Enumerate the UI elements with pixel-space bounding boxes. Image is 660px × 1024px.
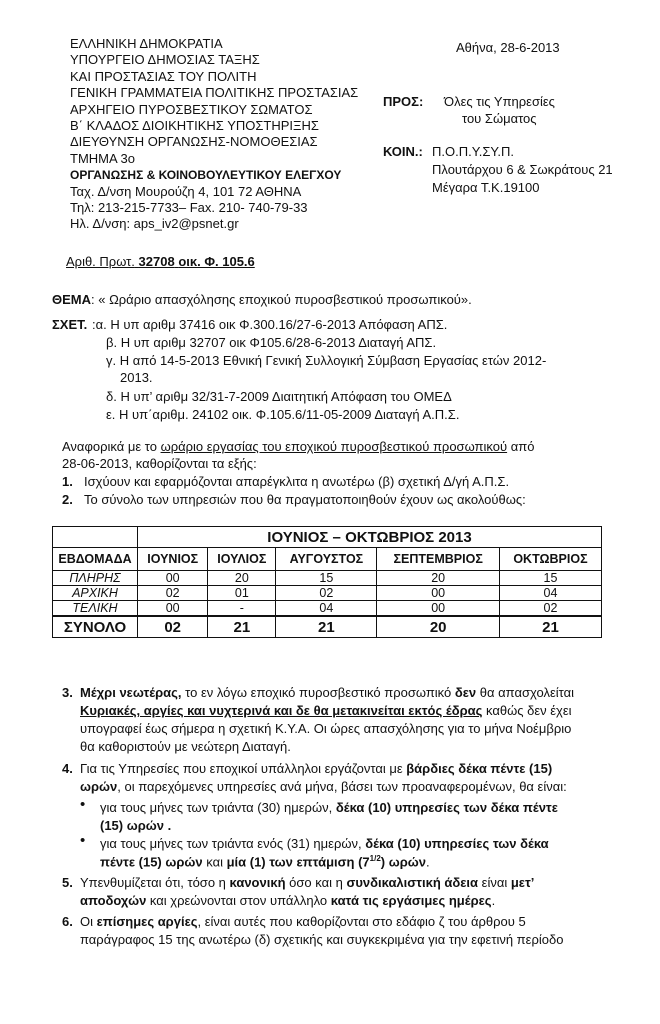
emphasis: αποδοχών (80, 893, 147, 908)
text: Για τις Υπηρεσίες που εποχικοί υπάλληλοι εργάζονται με (80, 761, 407, 776)
text: όσο και η (285, 875, 347, 890)
point-number: 1. (62, 474, 73, 489)
intro-text: Αναφορικά με το (62, 439, 161, 454)
month-header: ΣΕΠΤΕΜΒΡΙΟΣ (377, 548, 499, 571)
intro-paragraph (62, 439, 534, 454)
emphasis: ωρών (80, 779, 118, 794)
subject-line (52, 292, 472, 307)
letterhead-line: Β΄ ΚΛΑΔΟΣ ΔΙΟΙΚΗΤΙΚΗΣ ΥΠΟΣΤΗΡΙΞΗΣ (70, 118, 319, 134)
bullet-line: (15) ωρών . (100, 818, 172, 833)
emphasis: κανονική (229, 875, 286, 890)
to-line: Όλες τις Υπηρεσίες (444, 94, 555, 109)
point3-line: θα καθοριστούν με νεώτερη Διαταγή. (80, 739, 291, 754)
letterhead-line: ΕΛΛΗΝΙΚΗ ΔΗΜΟΚΡΑΤΙΑ (70, 36, 223, 51)
subject-text: : « Ωράριο απασχόλησης εποχικού πυροσβεστικού προσωπικού». (91, 292, 472, 307)
fraction-superscript: 1/2 (369, 854, 381, 863)
total-row (53, 616, 602, 638)
total-cell: 21 (276, 616, 377, 638)
text: για τους μήνες των τριάντα ενός (31) ημερών, (100, 836, 366, 851)
refs-label: ΣΧΕΤ. (52, 317, 88, 332)
table-corner (53, 527, 138, 548)
table-cell: 20 (377, 571, 499, 586)
letterhead-line: ΥΠΟΥΡΓΕΙΟ ΔΗΜΟΣΙΑΣ ΤΑΞΗΣ (70, 52, 260, 68)
point6-line (80, 914, 526, 929)
table-cell: 00 (377, 601, 499, 617)
cc-line: Πλουτάρχου 6 & Σωκράτους 21 (432, 162, 613, 177)
emphasis: δεν (454, 685, 477, 700)
text: και χρεώνονται στον υπάλληλο (146, 893, 331, 908)
table-cell: 04 (499, 586, 601, 601)
text: . (425, 854, 430, 870)
row-label: ΑΡΧΙΚΗ (53, 586, 138, 601)
bullet-icon: • (80, 832, 86, 849)
point4-line (80, 761, 552, 776)
protocol-file: οικ. Φ. 105.6 (178, 254, 255, 269)
ref-item: :α. Η υπ αριθμ 37416 οικ Φ.300.16/27-6-2013 Απόφαση ΑΠΣ. (92, 317, 448, 332)
phone-fax: Τηλ: 213-215-7733– Fax. 210- 740-79-33 (70, 200, 308, 216)
postal-address: Ταχ. Δ/νση Μουρούζη 4, 101 72 ΑΘΗΝΑ (70, 183, 302, 199)
table-cell: - (208, 601, 276, 617)
emphasis: συνδικαλιστική άδεια (346, 875, 479, 890)
text: θα απασχολείται (476, 685, 574, 700)
total-cell: 20 (377, 616, 499, 638)
month-header: ΙΟΥΛΙΟΣ (208, 548, 276, 571)
point-number: 6. (62, 914, 73, 929)
total-cell: 02 (138, 616, 208, 638)
row-label: ΠΛΗΡΗΣ (53, 571, 138, 586)
emphasis: μία (1) των επτάμιση (7 (226, 854, 370, 870)
text: και (202, 854, 227, 870)
text: , οι παρεχόμενες υπηρεσίες ανά μήνα, βάσει των προαναφερομένων, θα είναι: (117, 779, 567, 794)
bullet-line (100, 854, 430, 869)
point-number: 3. (62, 685, 73, 700)
point5-line (80, 893, 495, 908)
table-cell: 20 (208, 571, 276, 586)
ref-item: γ. Η από 14-5-2013 Εθνική Γενική Συλλογική Σύμβαση Εργασίας ετών 2012- (106, 353, 547, 368)
point5-line (80, 875, 534, 890)
table-row (53, 571, 602, 586)
table-cell: 15 (499, 571, 601, 586)
email-address: Ηλ. Δ/νση: aps_iv2@psnet.gr (70, 216, 239, 232)
bullet-line (100, 836, 549, 851)
table-cell: 04 (276, 601, 377, 617)
text: για τους μήνες των τριάντα (30) ημερών, (100, 800, 336, 815)
point-text: Το σύνολο των υπηρεσιών που θα πραγματοποιηθούν έχουν ως ακολούθως: (84, 492, 526, 507)
point-number: 5. (62, 875, 73, 890)
to-line: του Σώματος (462, 111, 537, 126)
cc-label: ΚΟΙΝ.: (383, 144, 423, 159)
letterhead-line: ΚΑΙ ΠΡΟΣΤΑΣΙΑΣ ΤΟΥ ΠΟΛΙΤΗ (70, 68, 257, 84)
table-cell: 01 (208, 586, 276, 601)
emphasis: δέκα (10) υπηρεσίες των δέκα πέντε (335, 800, 558, 815)
emphasis-underlined: Κυριακές, αργίες και νυχτερινά και δε θα μετακινείται εκτός έδρας (80, 703, 483, 718)
table-cell: 00 (138, 571, 208, 586)
table-cell: 02 (138, 586, 208, 601)
ref-item: δ. Η υπ’ αριθμ 32/31-7-2009 Διαιτητική Απόφαση του ΟΜΕΔ (106, 389, 452, 404)
department-name: ΟΡΓΑΝΩΣΗΣ & ΚΟΙΝΟΒΟΥΛΕΥΤΙΚΟΥ ΕΛΕΓΧΟΥ (70, 168, 342, 183)
text: καθώς δεν έχει (482, 703, 572, 718)
emphasis: επίσημες αργίες (96, 914, 198, 929)
letterhead (70, 36, 358, 233)
month-header: ΟΚΤΩΒΡΙΟΣ (499, 548, 601, 571)
letterhead-line: ΓΕΝΙΚΗ ΓΡΑΜΜΑΤΕΙΑ ΠΟΛΙΤΙΚΗΣ ΠΡΟΣΤΑΣΙΑΣ (70, 85, 359, 101)
document-date: Αθήνα, 28-6-2013 (456, 40, 560, 55)
table-row (53, 586, 602, 601)
letterhead-line: ΤΜΗΜΑ 3ο (70, 150, 136, 166)
table-title: ΙΟΥΝΙΟΣ – ΟΚΤΩΒΡΙΟΣ 2013 (138, 527, 602, 548)
text: . (491, 893, 496, 908)
ref-item: 2013. (120, 370, 153, 385)
emphasis: κατά τις εργάσιμες ημέρες (330, 893, 492, 908)
bullet-line (100, 800, 558, 815)
subject-label: ΘΕΜΑ (52, 292, 91, 307)
table-cell: 00 (138, 601, 208, 617)
point6-line: παράγραφος 15 της ανωτέρω (δ) σχετικής και συγκεκριμένα για την εφετινή περίοδο (80, 932, 564, 947)
total-cell: 21 (499, 616, 601, 638)
emphasis: πέντε (15) ωρών (100, 854, 203, 870)
point3-line: υπογραφεί έως σήμερα η σχετική Κ.Υ.Α. Οι ώρες απασχόλησης για το μήνα Νοέμβριο (80, 721, 572, 736)
total-label: ΣΥΝΟΛΟ (53, 616, 138, 638)
text: είναι (478, 875, 511, 890)
protocol-prefix: Αριθ. Πρωτ. (66, 254, 135, 269)
cc-line: Μέγαρα Τ.Κ.19100 (432, 180, 540, 195)
intro-line: 28-06-2013, καθορίζονται τα εξής: (62, 456, 257, 471)
row-label: ΤΕΛΙΚΗ (53, 601, 138, 617)
table-row (53, 601, 602, 617)
point3-line (80, 703, 572, 718)
emphasis: δέκα (10) υπηρεσίες των δέκα (365, 836, 549, 851)
point-number: 2. (62, 492, 73, 507)
ref-item: β. Η υπ αριθμ 32707 οικ Φ105.6/28-6-2013 Διαταγή ΑΠΣ. (106, 335, 437, 350)
week-header: ΕΒΔΟΜΑΔΑ (53, 548, 138, 571)
intro-underlined: ωράριο εργασίας του εποχικού πυροσβεστικού προσωπικού (160, 439, 508, 454)
month-header: ΑΥΓΟΥΣΤΟΣ (276, 548, 377, 571)
protocol-number (66, 254, 255, 269)
point3-line (80, 685, 574, 700)
table-cell: 15 (276, 571, 377, 586)
intro-text: από (507, 439, 535, 454)
services-table (52, 526, 602, 638)
point4-line (80, 779, 567, 794)
emphasis: μετ’ (510, 875, 535, 890)
bullet-icon: • (80, 796, 86, 813)
text: το εν λόγω εποχικό πυροσβεστικό προσωπικό (181, 685, 455, 700)
table-cell: 02 (276, 586, 377, 601)
table-cell: 00 (377, 586, 499, 601)
text: , είναι αυτές που καθορίζονται στο εδάφιο ζ του άρθρου 5 (197, 914, 526, 929)
point-text: Ισχύουν και εφαρμόζονται απαρέγκλιτα η ανωτέρω (β) σχετική Δ/γή Α.Π.Σ. (84, 474, 510, 489)
protocol-id: 32708 (138, 254, 175, 269)
emphasis: Μέχρι νεωτέρας, (80, 685, 182, 700)
emphasis: ) ωρών (380, 854, 426, 870)
letterhead-line: ΔΙΕΥΘΥΝΣΗ ΟΡΓΑΝΩΣΗΣ-ΝΟΜΟΘΕΣΙΑΣ (70, 134, 318, 150)
total-cell: 21 (208, 616, 276, 638)
cc-line: Π.Ο.Π.Υ.ΣΥ.Π. (432, 144, 514, 159)
text: Υπενθυμίζεται ότι, τόσο η (80, 875, 230, 890)
text: Οι (80, 914, 97, 929)
to-label: ΠΡΟΣ: (383, 94, 424, 109)
table-cell: 02 (499, 601, 601, 617)
letterhead-line: ΑΡΧΗΓΕΙΟ ΠΥΡΟΣΒΕΣΤΙΚΟΥ ΣΩΜΑΤΟΣ (70, 101, 313, 117)
month-header: ΙΟΥΝΙΟΣ (138, 548, 208, 571)
point-number: 4. (62, 761, 73, 776)
emphasis: βάρδιες δέκα πέντε (15) (406, 761, 553, 776)
ref-item: ε. Η υπ΄αριθμ. 24102 οικ. Φ.105.6/11-05-2009 Διαταγή Α.Π.Σ. (106, 407, 460, 422)
